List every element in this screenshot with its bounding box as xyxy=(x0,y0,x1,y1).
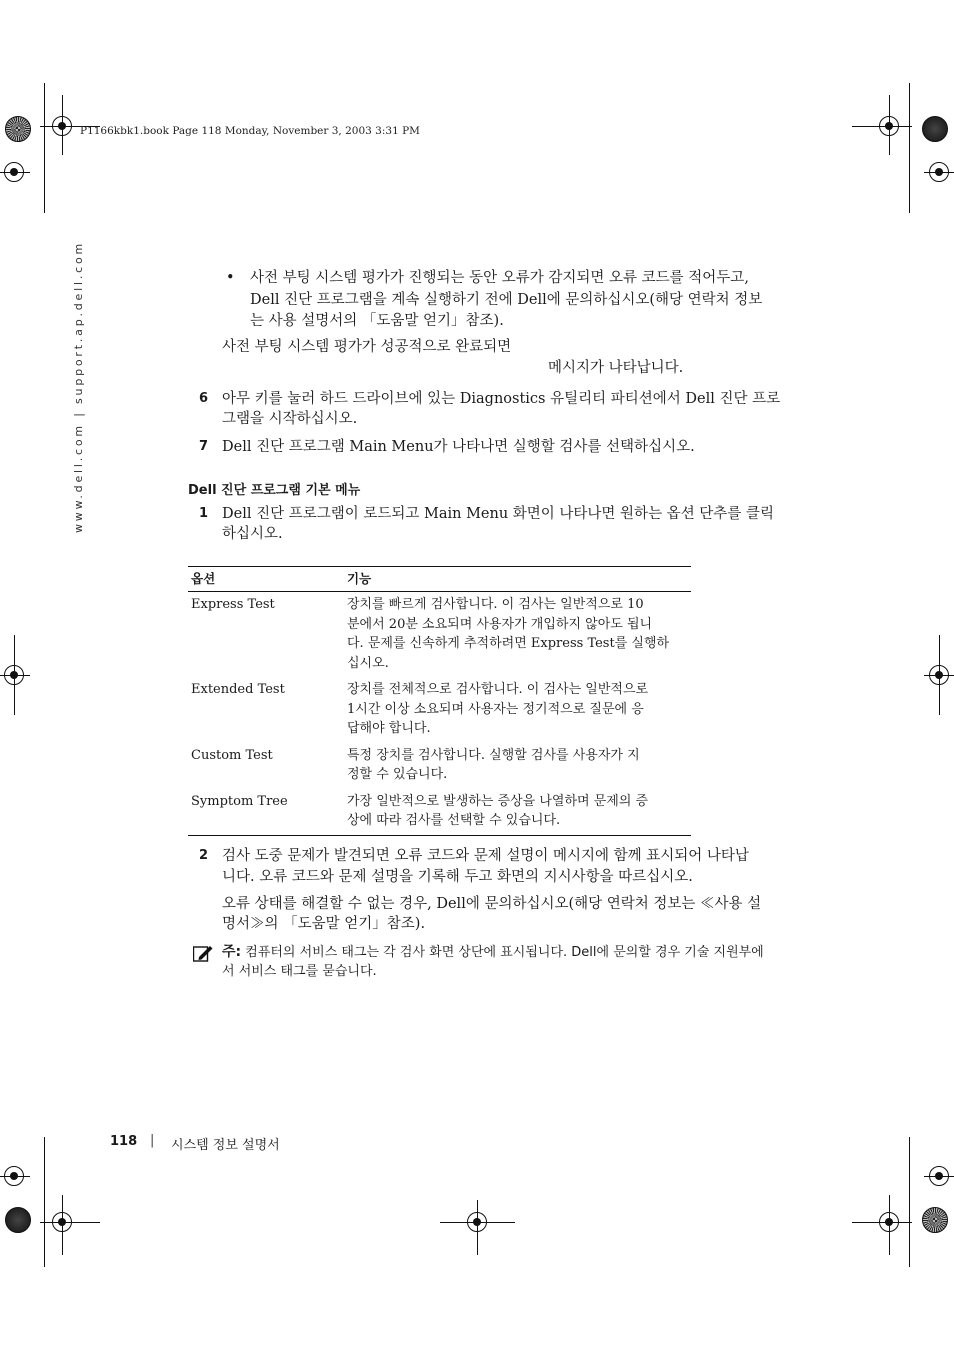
contact-line-1: 오류 상태를 해결할 수 없는 경우, Dell에 문의하십시오(해당 연락처 정보는 ≪사용 설 xyxy=(222,896,762,912)
description-line: 장치를 빠르게 검사합니다. 이 검사는 일반적으로 10 xyxy=(347,597,644,612)
step-number: 1 xyxy=(199,506,209,521)
description-line: 1시간 이상 소요되며 사용자는 정기적으로 질문에 응 xyxy=(347,701,644,717)
option-description xyxy=(344,677,691,743)
option-description xyxy=(344,743,691,789)
note-text: 컴퓨터의 서비스 태그는 각 검사 화면 상단에 표시됩니다. Dell에 문의할 경우 기술 지원부에 xyxy=(241,945,764,960)
option-name: Extended Test xyxy=(191,682,285,697)
option-name: Custom Test xyxy=(191,747,273,763)
options-table xyxy=(188,566,691,836)
description-line: 상에 따라 검사를 선택할 수 있습니다. xyxy=(347,813,561,828)
footer-separator: | xyxy=(150,1133,155,1148)
success-line-1: 사전 부팅 시스템 평가가 성공적으로 완료되면 xyxy=(222,339,512,355)
description-line: 십시오. xyxy=(347,655,389,671)
option-name: Symptom Tree xyxy=(188,789,344,836)
option-description xyxy=(344,592,691,678)
file-info-header: P1166kbk1.book Page 118 Monday, November 3, 2003 3:31 PM xyxy=(80,125,420,137)
table-row xyxy=(188,592,691,678)
description-line: 가장 일반적으로 발생하는 증상을 나열하며 문제의 증 xyxy=(347,793,649,809)
contact-line-2: 명서≫의 「도움말 얻기」참조). xyxy=(222,916,426,932)
note-pencil-icon xyxy=(193,944,213,962)
table-row xyxy=(188,743,691,789)
footer-title: 시스템 정보 설명서 xyxy=(171,1138,280,1153)
option-description xyxy=(344,789,691,836)
note-line-2: 서 서비스 태그를 묻습니다. xyxy=(222,964,377,979)
step-number: 2 xyxy=(199,848,209,863)
side-url: www.dell.com | support.ap.dell.com xyxy=(72,240,85,533)
bullet-line: 사전 부팅 시스템 평가가 진행되는 동안 오류가 감지되면 오류 코드를 적어두고, xyxy=(250,270,749,286)
success-line-2: 메시지가 나타납니다. xyxy=(548,360,684,376)
step-text: 그램을 시작하십시오. xyxy=(222,411,358,427)
step-text: 아무 키를 눌러 하드 드라이브에 있는 Diagnostics 유틸리티 파티션에서 Dell 진단 프로 xyxy=(222,391,781,407)
step-number: 6 xyxy=(199,391,209,406)
description-line: 장치를 전체적으로 검사합니다. 이 검사는 일반적으로 xyxy=(347,682,649,697)
step-text: 검사 도중 문제가 발견되면 오류 코드와 문제 설명이 메시지에 함께 표시되어 나타납 xyxy=(222,848,749,864)
step-text: 하십시오. xyxy=(222,526,283,542)
note-label: 주: xyxy=(222,944,242,960)
step-text: Dell 진단 프로그램이 로드되고 Main Menu 화면이 나타나면 원하는 옵션 단추를 클릭 xyxy=(222,506,774,522)
column-header-option: 옵션 xyxy=(188,567,344,592)
bullet-marker: • xyxy=(226,270,235,286)
note-line-1 xyxy=(222,942,764,963)
column-header-function: 기능 xyxy=(344,567,691,592)
section-heading: Dell 진단 프로그램 기본 메뉴 xyxy=(188,483,361,498)
table-header-row xyxy=(188,567,691,592)
bullet-line: Dell 진단 프로그램을 계속 실행하기 전에 Dell에 문의하십시오(해당 연락처 정보 xyxy=(250,292,763,308)
description-line: 분에서 20분 소요되며 사용자가 개입하지 않아도 됩니 xyxy=(347,616,653,632)
description-line: 답해야 합니다. xyxy=(347,721,431,736)
page-number: 118 xyxy=(110,1134,138,1149)
description-line: 정할 수 있습니다. xyxy=(347,767,448,782)
description-line: 다. 문제를 신속하게 추적하려면 Express Test를 실행하 xyxy=(347,636,670,651)
description-line: 특정 장치를 검사합니다. 실행할 검사를 사용자가 지 xyxy=(347,747,640,763)
step-text: 니다. 오류 코드와 문제 설명을 기록해 두고 화면의 지시사항을 따르십시오. xyxy=(222,869,693,885)
table-row xyxy=(188,789,691,836)
table-row xyxy=(188,677,691,743)
bullet-line: 는 사용 설명서의 「도움말 얻기」참조). xyxy=(250,313,504,329)
step-number: 7 xyxy=(199,439,209,454)
step-text: Dell 진단 프로그램 Main Menu가 나타나면 실행할 검사를 선택하십시오. xyxy=(222,439,695,455)
option-name: Express Test xyxy=(191,597,275,612)
